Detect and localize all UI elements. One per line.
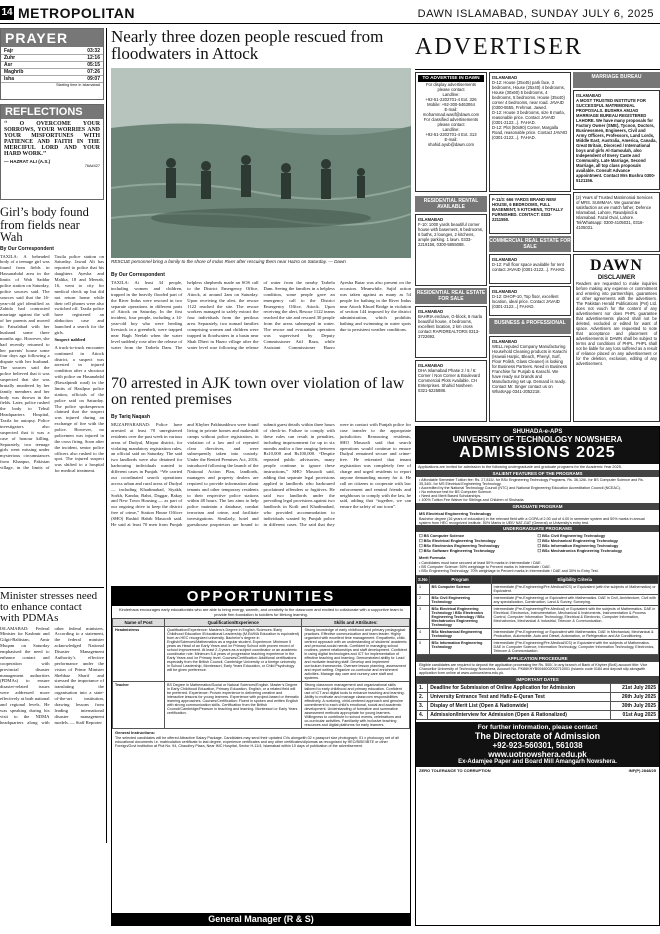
ad-text: WELL reputed Company Manufacturing Household Cleaning products in Karachi (Hawaii Harpic, Bleach, Phenyl, Surf, Floor Polish, Glass Cleaner) is looking for Business Partners. Need in Business Franchise for Punjab & Karachi. We have ready our brands and Manufacturing set up. Demand is ready. Contact Mr. Singer contact us on WhatsApp 0341-2052218.	[492, 344, 567, 394]
admissions-header	[416, 427, 659, 464]
undergrad-item: ☐ BSc Mechanical Engineering Technology	[537, 538, 618, 543]
ad-text: (2) Years of Trusted Matrimonial Services of MRS. SUMMAIA. We guarantee satisfaction as we match father, Defence Islamabad, Lahore, Rawalpindi & Islamabad. Fazal Oval, Lahore. Tel/Whatsapp: 0300-4105031, 0316-4105031.	[576, 195, 653, 230]
prog-name: BSc Civil Engineering Technology	[429, 595, 491, 606]
date-no: 4.	[417, 711, 428, 720]
undergrad-title: UNDERGRADUATE PROGRAMS	[416, 525, 659, 532]
prayer-note: Starting time in Islamabad	[56, 83, 100, 87]
undergrad-item: ☐ BSc Mechatronics Engineering Technology	[537, 548, 622, 553]
disclaimer-text: Readers are requested to make inquiries before making any expense or commitment and entering into partnerships, guarantees or other agreements with the advertisers. The Pakistan Herald Publications (Pvt) Ltd. does not vouch for the content of any advertisement nor does PHPL guarantee that advertisements placed shall not be deleted, excluded or edited for want of space. Advertisers are requested to note that acceptance and placement of advertisements in DAWN shall be subject to terms and conditions of PHPL. PHPL shall not be liable for any loss suffered as a result of reliance placed on any advertisement or for the deletion, exclusion, editing of any advertisement.	[576, 281, 657, 366]
tag: ISLAMABAD	[492, 339, 518, 344]
date-event: Admission/Interview for Admission (Open & Rationalized)	[428, 711, 611, 720]
ad-d12-house	[489, 72, 571, 192]
contact-box	[415, 72, 487, 192]
admissions-university: UNIVERSITY OF TECHNOLOGY NOWSHERA	[452, 435, 623, 444]
contact-line: please contact	[437, 87, 465, 92]
contact-line: +92-51-2202701-4 Ext. 313	[425, 132, 477, 137]
phone[interactable]: +92-923-560301, 561038	[492, 741, 583, 750]
tag: ISLAMABAD	[418, 363, 444, 368]
feature-item: • Need and Merit Based Scholarships.	[419, 494, 482, 498]
ad-text: F-10: 1000 yards beautiful corner house with basement, 6 bedrooms, 6 baths, 2 lounges, 2 kitchens, ample parking. 1 lawn. 0333-2219156, 0300-5855088.	[418, 222, 484, 247]
prog-sno: 4	[417, 629, 430, 640]
prog-name: BSc Mechanical Engineering Technology	[429, 629, 491, 640]
ajk-headline-wrap	[111, 376, 411, 412]
procedure-title: APPLICATION PROCEDURE	[416, 655, 659, 662]
general-text: The selected candidates will be offered Attractive Salary Package. Candidates may send their updated CVs alongwith 02 x passport size photograph; 01 x photocopy set of all educational documents i.e. matriculation certificate to last degree, experience certificates and any other certificates/diplomas as recognised by HEC/BISE/IBTE or other Foreign/Govt institution at Plot No. 94, Chaudhry Plaza, Near IMC Hospital, Sector H-11/4, Islamabad within 10 days of publication of the advertisement.	[115, 736, 399, 748]
page-number: 14	[1, 7, 13, 18]
dates-table	[416, 683, 659, 720]
flood-byline: By Our Correspondent	[111, 272, 165, 278]
prayer-name: Fajr	[1, 48, 60, 55]
flood-text: TAXILA: At least 34 people, including women and children, trapped in the heavily flooded part of the River Indus were rescued in two separate operations in different parts of Attock on Saturday. In the first incident, four people, including a 14-year-old boy who were herding livestock in a greenbelt, were trapped near Bagh Neelab when the water level suddenly rose after the release of water from the Tarbela Dam. The helpless shepherds made an SOS call to the District Emergency Office, Attock, at around 2am on Saturday. Upon receiving the alert, the rescue 1122 reached the site. The rescue workers managed to safely extract the four individuals from the perilous area. Separately, two nomad families comprising women and children were trapped in floodwaters in a basin near Shah Dheri in Hazro village after the water level rose following the release of water from the nearby Tarbela Dam. Seeing the families in a helpless condition, some people gave an emergency call to the District Emergency Office, Attock. Upon receiving the alert, Rescue 1122 teams reached the site and rescued 30 people from the areas submerged in water. The rescue and evacuation operation was supervised by Deputy Commissioner Atif Raza, while Assistant Commissioner Hazro Ayesha Butar was also present on the occasion. Meanwhile, Sajid action was taken against as many as 54 people for bathing in the River Indus near Attock Khurd Bridge in violation of section 144 imposed by the district administration, which prohibits bathing and swimming in water spots due to persistent weather conditions.	[111, 280, 411, 350]
flood-headline-wrap	[111, 28, 411, 68]
prayer-time: 05:15	[60, 62, 103, 69]
contact-heading: For further information, please contact	[477, 724, 598, 731]
left-stories	[0, 206, 104, 846]
opp-row	[113, 682, 410, 729]
undergrad-item: ☐ BSc Software Engineering Technology	[419, 548, 495, 553]
tag: ISLAMABAD	[492, 289, 518, 294]
prog-sno: 5	[417, 640, 430, 655]
opportunities-intro: Kinderhaus encourages early educationists who are able to bring energy, warmth, and creativity to the classroom and excited to collaborate with a supportive team to provide firm foundation to toddlers for lifelong learning.	[119, 607, 403, 617]
prog-header: Program	[429, 576, 491, 584]
address: Ex-Adamjee Paper and Board Mill Amangarh Nowshera.	[458, 759, 617, 765]
merit-title: Merit Formula	[419, 555, 446, 560]
ajk-text: MUZAFFARABAD: Police have arrested at least 70 unregistered residents over the past week in various areas of Dudyal, Mirpur district, for violating mandatory registration rules, an official said on Saturday. The said two landlords were also detained for harbouring individuals wanted to different cases in Punjab. “We carried out coordinated search operations across urban and rural areas of Dudyal — including Khadimabad, Siyakh, Sorkh, Kandar, Bahri, Daggar, Bakay and New Town Housing — as part of our ongoing drive to keep the district free of crime,” Station House Officer (SHO) Rashid Habib Masoodi said. He said at least 70 men from Punjab and Khyber Pakhtunkhwa were found living in private homes and makeshift camps without police registration, in violation of a law and of repeated clear directives, and were subsequently taken into custody. Under the Rented Premises Act, 2016, introduced following the launch of the National Action Plan, landlords, managers and property dealers are required to provide information about tenants and other temporary residents to their respective police stations within 48 hours. The law aims to help police maintain a database, combat terrorism and crime, and facilitate investigations. Similarly, hotel and guesthouse proprietors are bound to submit guest details within three hours of check-in. Failure to comply with these rules can result in penalties, including imprisonment for up to six months and/or a fine ranging between Rs10,000 and Rs100,000. “Despite repeated public advisories, many people continue to ignore these instructions,” SHO Masoodi said, adding that separate legal provisions applied to landlords who harboured proclaimed offenders or fugitives. He said two landlords under the prevailing legal provisions against two landlords in Kotli and Khadimabad, who provided accommodation to individuals wanted by Punjab police in different cases. The said that they were in contact with Punjab police for case transfer to the appropriate jurisdiction. Reassuring residents, SHO Masoodi said that search operations would continue to ensure Dudyal remained secure and crime-free. He reiterated that tenant registration was completely free of charge and urged residents to report anyone demanding money for it. He call on citizens to cooperate with law enforcement and remind friends and neighbours to comply with the law, he said, adding that “together, we can ensure the safety of our town”.	[111, 422, 411, 527]
contact-line: shahid.ayub@dawn.com	[428, 142, 474, 147]
ad-d12-top	[489, 286, 571, 316]
ad-d12-floor	[489, 254, 571, 284]
prayer-row	[1, 55, 103, 62]
girl-body	[0, 254, 104, 584]
prog-header: Eligibility Criteria	[491, 576, 658, 584]
prayer-name: Zuhr	[1, 55, 60, 62]
advertiser-header	[415, 28, 660, 70]
contact-line: Landline:	[442, 92, 460, 97]
reflections-ref: 76A#427	[84, 164, 100, 168]
contact-lines	[418, 82, 484, 147]
girl-headline: Girl’s body found from fields near Wah	[0, 206, 89, 244]
prayer-name: Maghrib	[1, 69, 60, 76]
minister-headline: Minister stresses need to enhance contact with PDMAs	[0, 589, 98, 624]
prog-row	[417, 595, 659, 606]
smuggler-text: A truck-to-truck encounter continued in Attock district, a suspect was arrested in injured condition after a shootout with police on Hasanabdal (Rawalpindi road) in the limits of Hasilpur police station, officials of the police said on Saturday. The police spokesperson claimed that the suspect was injured during an exchange of fire with the police. However, no policemen was injured in the cross firing. Soon after the incident, senior police officers also rushed to the spot. The injured suspect was shifted to a hospital for medical treatment.	[54, 344, 104, 474]
tag: ISLAMABAD	[418, 309, 444, 314]
admissions-footer	[416, 767, 659, 774]
opp-skills: Strong knowledge of early childhood and primary pedagogical practices. Effective communication and team leader. Highly organized with excellent time management. Empathetic, child-centred approach with an understanding of students’ academic and personal-social needs. Confident in managing school routines, parent relationships and staff development. Confident in using digital technologies and ICT for implementation of effective teaching and learning. Demonstrated ability to: Lead and motivate teaching staff. Develop and implement curriculum frameworks. Oversee lesson planning, assessment and report writing. Organize co-curricular and enrichment activities. Manage day care and nursery care staff and systems.	[302, 627, 410, 682]
opp-post: Teacher	[113, 682, 165, 729]
disclaimer-box	[573, 254, 660, 422]
contact-line: E-mail:	[444, 107, 458, 112]
date-row	[417, 684, 659, 693]
flood-body	[111, 280, 411, 374]
reflections-box	[0, 104, 104, 200]
minister-body	[0, 626, 104, 847]
section-rental: RESIDENTIAL RENTAL AVAILABLE	[415, 196, 487, 212]
prog-name: BSc Information Engineering Technology	[429, 640, 491, 655]
date-event: Deadline for Submission of Online Application for Admission	[428, 684, 611, 693]
section-real-estate: RESIDENTIAL REAL ESTATE FOR SALE	[416, 290, 486, 302]
ad-bahria	[415, 306, 487, 358]
tag: ISLAMABAD	[418, 217, 444, 222]
ad-business	[489, 336, 571, 422]
ajk-headline: 70 arrested in AJK town over violation of law on rented premises	[111, 376, 405, 408]
ajk-body-wrap	[111, 412, 411, 582]
ad-text: D-12: Full floor space available for rent contact JAVAID (0301-2122...). FAHAD.	[492, 262, 566, 272]
graduate-program: MS Electrical Engineering Technology	[419, 511, 492, 516]
website-link[interactable]: www.uotnowshera.edu.pk	[488, 750, 587, 759]
prog-criteria: Intermediate (Pre-Engineering) or Equivalent with Mathematics. DAE in Civil, Architecture, Civil with any specialization, Construction, Land & Survey, Surveying.	[491, 595, 658, 606]
prayer-time: 09:07	[60, 76, 103, 83]
undergrad-list	[416, 532, 659, 554]
reflections-title: REFLECTIONS	[1, 105, 103, 119]
prayer-name: Asr	[1, 62, 60, 69]
date-row	[417, 702, 659, 711]
prog-row	[417, 584, 659, 595]
prog-row	[417, 606, 659, 629]
date-no: 3.	[417, 702, 428, 711]
admissions-headline: ADMISSIONS 2025	[459, 444, 616, 461]
ad-text: F-11/3: 666 YARDS BRAND NEW HOUSE, 6 BEDROOMS, FULL BASEMENT, 5 KITCHENS, TOTALLY FURNISHED. CONTACT: 0333-2211550.	[492, 197, 564, 222]
contact-line: +92-51-2202701-4 Ext. 326	[425, 97, 477, 102]
prog-criteria: Intermediate (Pre-Engineering/Pre-Medical/ICS) or Equivalent (with the subjects of Mathematics) or Equivalent.	[491, 584, 658, 595]
date-event: University Entrance Test and Hafiz-E-Quran Test	[428, 693, 611, 702]
section-commercial: COMMERCIAL REAL ESTATE FOR SALE	[489, 238, 571, 250]
date-row	[417, 693, 659, 702]
merit-list	[416, 561, 659, 573]
feature-item: • Accredited by the National Technology Council (NTC) and National Engineering Education Accreditation Council (NCEAC).	[419, 486, 621, 490]
prog-name: BSc Electrical Engineering Technology / BSc Electronics Engineering Technology / BSc Mechatronics Engineering Technology	[429, 606, 491, 629]
undergrad-item: ☐ BSc Electrical Engineering Technology	[419, 538, 496, 543]
advertiser-title: ADVERTISER	[415, 34, 583, 60]
opp-post: Headmistress	[113, 627, 165, 682]
prog-row	[417, 629, 659, 640]
date-value: 30th July 2025	[611, 702, 659, 711]
prayer-title: PRAYER	[1, 29, 103, 47]
prayer-row	[1, 76, 103, 83]
opp-header: Skills and Attributes:	[302, 619, 410, 627]
prayer-box	[0, 28, 104, 100]
prayer-time: 03:32	[60, 48, 103, 55]
programs-table	[416, 575, 659, 655]
prog-row	[417, 640, 659, 655]
ad-text: A MOST TRUSTED INSTITUTE FOR SUCCESSFUL MATRIMONIAL PROPOSALS. BUSHRA AMJAD MARRIAGE BUREAU REGISTERED LAHORE. We have many proposals for Factory Owner (SME), Tycoon, Doctors, Businessmen, Engineers, Civil and Army Officers, Professors, Land Lords, Middle East, Australia, America, Canada, Great Britain, Divorced / International boys and girls Al-Samoulah, also Independent of Every Caste and Community. Late Marriage, Second Marriage, all top class proposals available. Consult Advance appointment. Contact Mrs Bushra 0300-5121156.	[576, 98, 657, 183]
ad-text: D-12: Plot (50x90) Corner, Margalla Road, reasonable price. Contact JAVAID (0301-2122...). FAHAD.	[492, 125, 568, 140]
flood-photo	[111, 68, 411, 258]
opp-skills: Strong classroom management and organizational skills tailored to early childhood and primary education. Confident use of ICT and digital tools to enhance teaching and learning. Ability to motivate and manage classroom responsibilities effectively. A nurturing, child-centered approach and genuine commitment to each child’s emotional, social and academic development. Understanding of formative and summative assessment methods appropriate for young learners. Willingness to contribute to school events, celebrations and co-curricular activities. Familiarity with inclusive teaching resources and digital platforms for early learners.	[302, 682, 410, 729]
contact-line: E-mail:	[444, 137, 458, 142]
opportunities-title: OPPORTUNITIES	[112, 587, 410, 606]
opp-row	[113, 627, 410, 682]
date-row	[417, 711, 659, 720]
ad-marriage	[573, 90, 660, 190]
prayer-row	[1, 62, 103, 69]
prog-header: S.No	[418, 577, 428, 582]
general-title: General Instructions:	[115, 730, 156, 735]
girl-text: TAXILA: A beheaded body of a teenage girl was found from fields in Hassanabdal area in the limits of Wah Saddar police station on Saturday, police sources said. The sources said that the 16-year-old girl identified as Zahida had contracted marriage against the will of her parents and moved to Faisalabad with her husband some three months ago. However, she had recently returned to her parents’ house some four days ago following a dispute with her husband. The sources said the police believed that it was suspected that she was brutally murdered by her family members and her body was thrown in the fields. Later, police rushed the body to Tehsil Headquarters Hospital, Taxila for autopsy. Police investigators also suspected that it was a case of honour killing. Separately, two teenage girls went missing under mysterious circumstances from Khanpur, Pakistan village, in the limits of Taxila police station on Saturday. Jawad Ali has reported to police that his daughters Ayesha and Malika, 18 and Meerab, 16, went to city for medical check up but did not return home while their cell phones were also switched off. Taxila police have registered an abduction case and launched a search for the girls.	[0, 253, 104, 470]
ad-text: D-12: House 3 bedrooms, size 8 marla, reasonable price. Contact JAVAID (0301-2122...). FAHAD.	[492, 110, 565, 125]
contact-line: For display advertisements	[425, 82, 477, 87]
opp-qual: BS Degree in Mathematics/Social or Natural Sciences/English. Master’s Degree in Early Childhood Education, Primary Education, English, or a related field will be preferred. Experience: Proven experience in delivering creative and interactive lessons for young learners. Experience with project-based or thematic learning approaches. Courses/Certification: Fluent in spoken and written English with strong communication skills. Certification from the British Council/Cambridge/Pearson in teaching and learning. Montessori or Early Years certification.	[165, 682, 302, 729]
undergrad-item: ☐ BSc Electronics Engineering Technology	[419, 543, 500, 548]
tag: ISLAMABAD	[576, 93, 602, 98]
feature-item: • Affordable Semester Tuition fee: Rs. 27,815/- for BSc Engineering Technology Programs, Rs. 36,126/- for BS Computer Science and Rs. 35,340/- for MS Electrical Engineering Technology.	[419, 478, 644, 486]
dates-title: IMPORTANT DATES	[416, 676, 659, 683]
contact-line: For classified advertisements	[423, 117, 479, 122]
contact-line: mohammad.wasif@dawn.com	[422, 112, 480, 117]
prog-criteria: Intermediate (Pre-Engineering/Pre-Medical) or Equivalent with the subjects of Mathematics. DAE in Electrical, Electronics, Instrumentation, Mechanical & Instruments, Instrumentation & Process Control, Computer Information Technology, Electrical & Electronic, Computer Information, Mechatronics, Mechanical & Industrial, Telecom & Communication.	[491, 606, 658, 629]
feature-item: • 100% Tuition Fee Waiver for Siblings and Children of Shuhada.	[419, 498, 525, 502]
prog-criteria: Intermediate (Pre-Engineering/Pre-Medical/ICS) or Equivalent with the subjects of Mathematics. DAE in Computer Science, Information Technology, Computer Information Technology, Electronics, Telecom & Communication.	[491, 640, 658, 655]
ad-f10	[415, 214, 487, 286]
flood-caption: RESCUE personnel bring a family to the shore of Indus River after rescuing them near Hazro on Saturday. — Dawn	[111, 259, 346, 264]
ad-text: BAHRIA enclave, G-block, 8 marla beautiful house, 4 bedrooms, excellent location, 2 km cross contact RAPIDREALTORS 0313-3722692.	[418, 314, 483, 339]
undergrad-item: ☐ BSc Civil Engineering Technology	[537, 533, 606, 538]
section-marriage: MARRIAGE BUREAU	[573, 72, 660, 88]
smuggler-kicker: Suspect nabbed	[54, 337, 86, 343]
tag: ISLAMABAD	[492, 257, 518, 262]
procedure-text: Eligible candidates are required to deposit the application processing fee Rs. 500/- in any branch of Bank of Khyber (BoK) account title: Vice Chancellor University of Technology Nowshera, Account No. PK86KHYB0046002002710001 (Islamic code 0184 and deposit slip alongwith application form online at www.uotnowshera.edu.pk.	[419, 663, 648, 675]
ajk-byline: By Tariq Naqash	[111, 414, 151, 420]
directorate: The Directorate of Admission	[474, 731, 601, 741]
contact-title: TO ADVERTISE IN DAWN	[418, 75, 484, 82]
merit-item: • BS Computer Science: 50% weightage to Percent marks in Intermediate / DAE.	[419, 565, 551, 569]
flood-photo-illustration	[111, 68, 411, 258]
ad-dha	[415, 360, 487, 422]
girl-byline: By Our Correspondent	[0, 245, 54, 252]
date-no: 2.	[417, 693, 428, 702]
feature-item: • No entrance test for BS Computer Science.	[419, 490, 493, 494]
reflections-author: — HAZRAT ALI (A.S.)	[4, 159, 51, 164]
disclaimer-title: DISCLAIMER	[597, 275, 636, 281]
ad-code: INF(P) 2848/25	[628, 768, 656, 773]
ajk-body	[111, 422, 411, 582]
undergrad-item: ☐ BS Computer Science	[419, 533, 465, 538]
contact-line: please contact	[437, 122, 465, 127]
prayer-time: 07:26	[60, 69, 103, 76]
ad-summaia	[573, 192, 660, 252]
tag: ISLAMABAD	[492, 75, 518, 80]
admissions-ad	[415, 426, 660, 926]
section-title: METROPOLITAN	[18, 5, 135, 21]
ad-text: D-12: DHOP-10, Top floor, excellent location, ideal price. Contact JAVAID (0301-2122...) FAHAD.	[492, 294, 560, 309]
date-value: 26th July 2025	[611, 693, 659, 702]
date-event: Display of Merit List (Open & Nationwide)	[428, 702, 611, 711]
prog-criteria: Intermediate (Pre-Engineering) or Equivalent with Mathematics. DAE in Mechanical, Mechanical & Production, Automobile, Auto and Diesel, Automation, or Refrigeration and Air Conditioning.	[491, 629, 658, 640]
dateline: DAWN ISLAMABAD, SUNDAY JULY 6, 2025	[417, 8, 654, 20]
admissions-contact	[416, 722, 659, 767]
dawn-logo: DAWN	[590, 257, 643, 274]
contact-line: Mobile: +92-300-5463064	[427, 102, 475, 107]
ad-f11	[489, 194, 571, 234]
features-title: SALIENT FEATURES OF THE PROGRAMS	[416, 470, 659, 477]
reflections-quote: ‘‘ O OVERCOME YOUR SORROWS, YOUR WORRIES AND YOUR MISFORTUNES WITH PATIENCE AND FAITH IN THE MERCIFUL LORD AND YOUR HARD WORK.’’	[4, 121, 100, 157]
features-list	[416, 477, 659, 503]
opportunities-table	[112, 618, 410, 729]
masthead	[0, 0, 660, 24]
admissions-intro: Applications are invited for admission to the following undergraduate and graduate programs for the Academic Year 2025.	[418, 465, 622, 469]
opportunities-ad	[111, 586, 411, 926]
merit-item: • Candidates must have secured at least 50% marks in Intermediate / DAE.	[419, 561, 542, 565]
ad-text: DHA Islamabad Phase 2 / 5 / 6: Corner / Non Corner & Boulevard Commercial Plots Available. CH Enterprises. Shahid Nosheen 0321-5225888.	[418, 368, 480, 393]
minister-text: ISLAMABAD: Federal Minister for Kashmir and Gilgit-Baltistan, Amir Muqam on Saturday emphasised the need to enhance contact and cooperation with provincial disaster management authorities (PDMAs) to ensure disaster-related issues were addressed more effectively at both national and regional levels. He was speaking during his visit to the NDMA headquarters along with other federal ministers. According to a statement, the federal minister acknowledged National Disaster Management Authority’s effective performance under the vision of Prime Minister Shehbaz Sharif and stressed the importance of translating the organisation into a state-of-the-art institution, drawing lessons from leading international disaster management models. — Staff Reporter	[0, 625, 104, 725]
flood-headline: Nearly three dozen people rescued from floodwaters in Attock	[111, 28, 384, 63]
merit-item: • BSc Engineering Technology: 70% weightage to Percent marks in Intermediate / DAE and 30% to Entry Test.	[419, 569, 599, 573]
prayer-table	[1, 48, 103, 83]
prog-sno: 2	[417, 595, 430, 606]
date-no: 1.	[417, 684, 428, 693]
prog-sno: 1	[417, 584, 430, 595]
opp-qual: Qualification/Experience: Masters’s Degree in English /Sciences /Early Childhood Education /Educational Leadership (M.Ed/MA Education is equivalent) from an HEC recognized university. Bachelor’s degree in English/Sciences/Mathematics as a regular student. Experience: Minimum 5 years as Head of an Early Years and /or Primary School with proven record of school improvement. At least 2-3 years as a subject coordinator or an academic coordinator role. Minimum 5-8 years of progressive teaching experience in the Early Years and /or Primary level. Courses/Certification: Additional certifications especially from the British Council, Cambridge University or a foreign university in School Leadership, Montessori, Early Years Education, or Child Psychology will be given preference.	[165, 627, 302, 682]
prayer-name: Isha	[1, 76, 60, 83]
tagline: ZERO TOLERANCE TO CORRUPTION	[419, 768, 491, 773]
section-business: BUSINESS & PROFESSIONAL	[489, 318, 571, 334]
prog-sno: 3	[417, 606, 430, 629]
date-value: 21st July 2025	[611, 684, 659, 693]
graduate-criteria: Bachelor degree (16 years of education) in the relevant field with a CGPA of 2.00 out of 4.00 in semester system and 50% marks in annual system from HEC recognized institute. 50% Marks in UEE/ NAT-GAT (General) or University’s entry test.	[419, 517, 645, 525]
contact-line: Landline:	[442, 127, 460, 132]
opp-header: Qualification/Experience	[165, 619, 302, 627]
ad-text: D-12: House (25x45) park face, 3 bedrooms, House (25x40) 4 bedrooms, House (30x60) 5 bedrooms, 4 bedrooms, 5 bedrooms. House (35x40) corner 4 bedrooms, near road. JAVAID (0300-5555, Frehmat. Jawed.	[492, 80, 565, 110]
date-value: 01st Aug 2025	[611, 711, 659, 720]
prayer-row	[1, 69, 103, 76]
prayer-time: 12:16	[60, 55, 103, 62]
graduate-title: GRADUATE PROGRAM	[416, 503, 659, 510]
prog-name: BS Computer Science	[429, 584, 491, 595]
admissions-kicker: SHUHADA-e-APS	[512, 429, 563, 435]
opportunities-footer: General Manager (R & S)	[112, 913, 410, 925]
undergrad-item: ☐ BSc Information Engineering Technology	[537, 543, 619, 548]
opp-header: Name of Post	[113, 619, 165, 627]
flood-body-wrap	[111, 270, 411, 374]
